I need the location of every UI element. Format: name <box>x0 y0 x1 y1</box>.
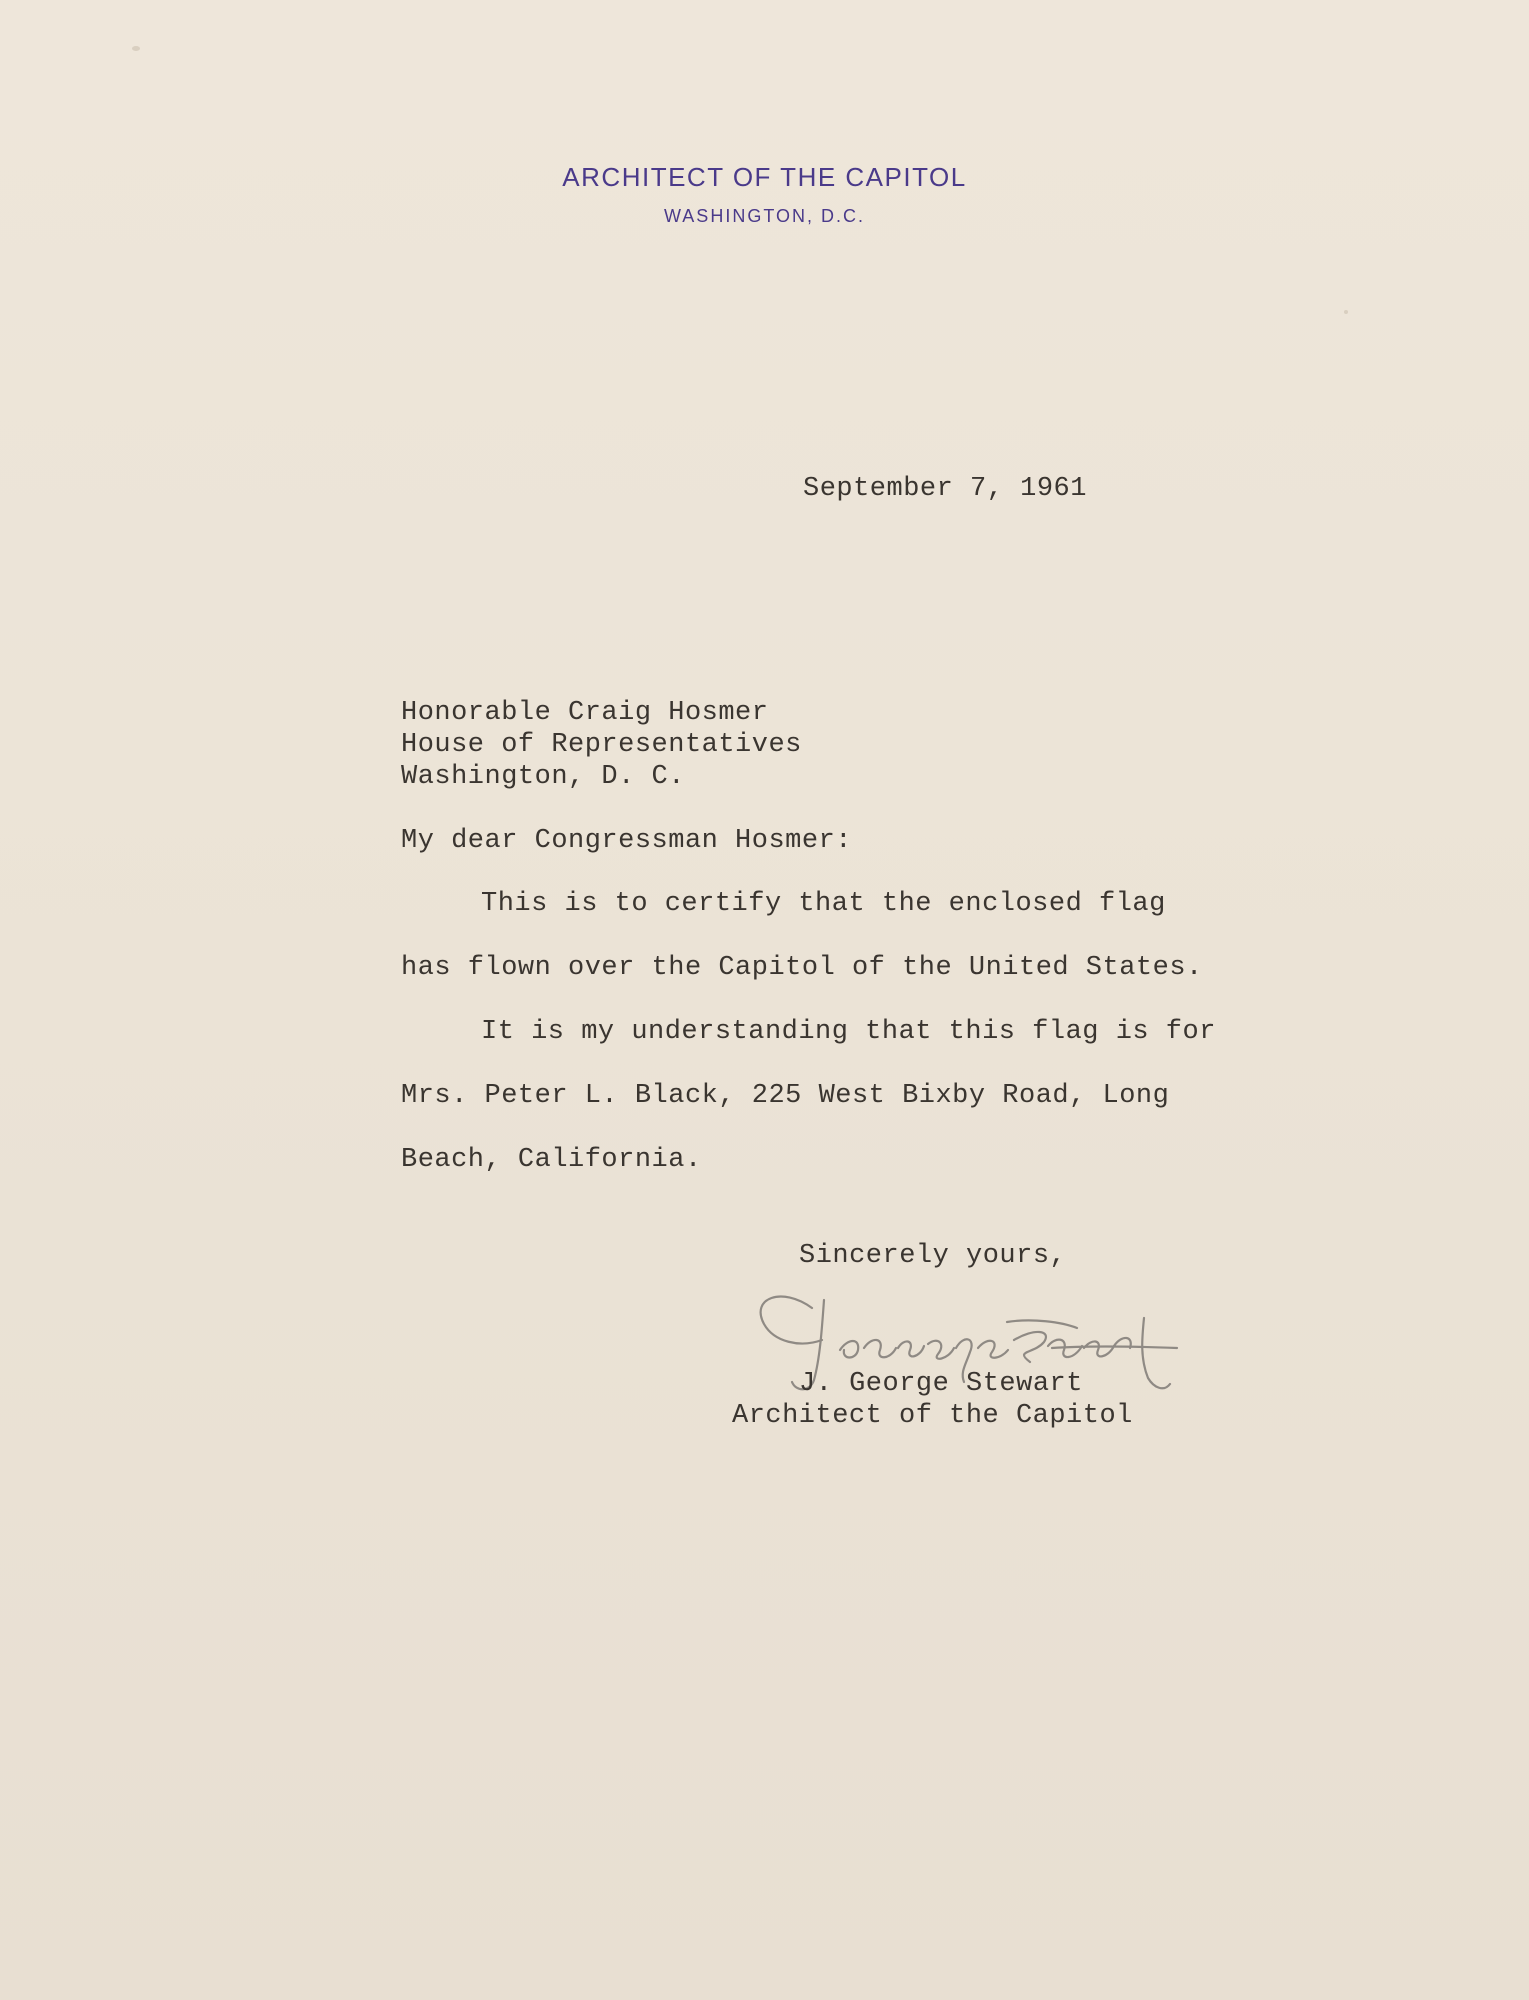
body-line: It is my understanding that this flag is for <box>481 1017 1216 1047</box>
recipient-city: Washington, D. C. <box>401 762 685 792</box>
letterhead-title: ARCHITECT OF THE CAPITOL <box>562 162 967 192</box>
letter-date: September 7, 1961 <box>803 474 1087 504</box>
body-line: has flown over the Capitol of the United States. <box>401 953 1203 983</box>
signer-name: J. George Stewart <box>799 1369 1083 1399</box>
body-line: Beach, California. <box>401 1145 702 1175</box>
closing: Sincerely yours, <box>799 1241 1067 1271</box>
letterhead-location: WASHINGTON, D.C. <box>663 206 865 226</box>
recipient-office: House of Representatives <box>401 730 802 760</box>
body-line: This is to certify that the enclosed flag <box>481 889 1166 919</box>
signer-title: Architect of the Capitol <box>732 1401 1133 1431</box>
salutation: My dear Congressman Hosmer: <box>401 826 852 856</box>
paper-speck <box>132 46 140 51</box>
paper-speck <box>1344 310 1348 314</box>
body-line: Mrs. Peter L. Black, 225 West Bixby Road, Long <box>401 1081 1170 1111</box>
recipient-name: Honorable Craig Hosmer <box>401 698 769 728</box>
